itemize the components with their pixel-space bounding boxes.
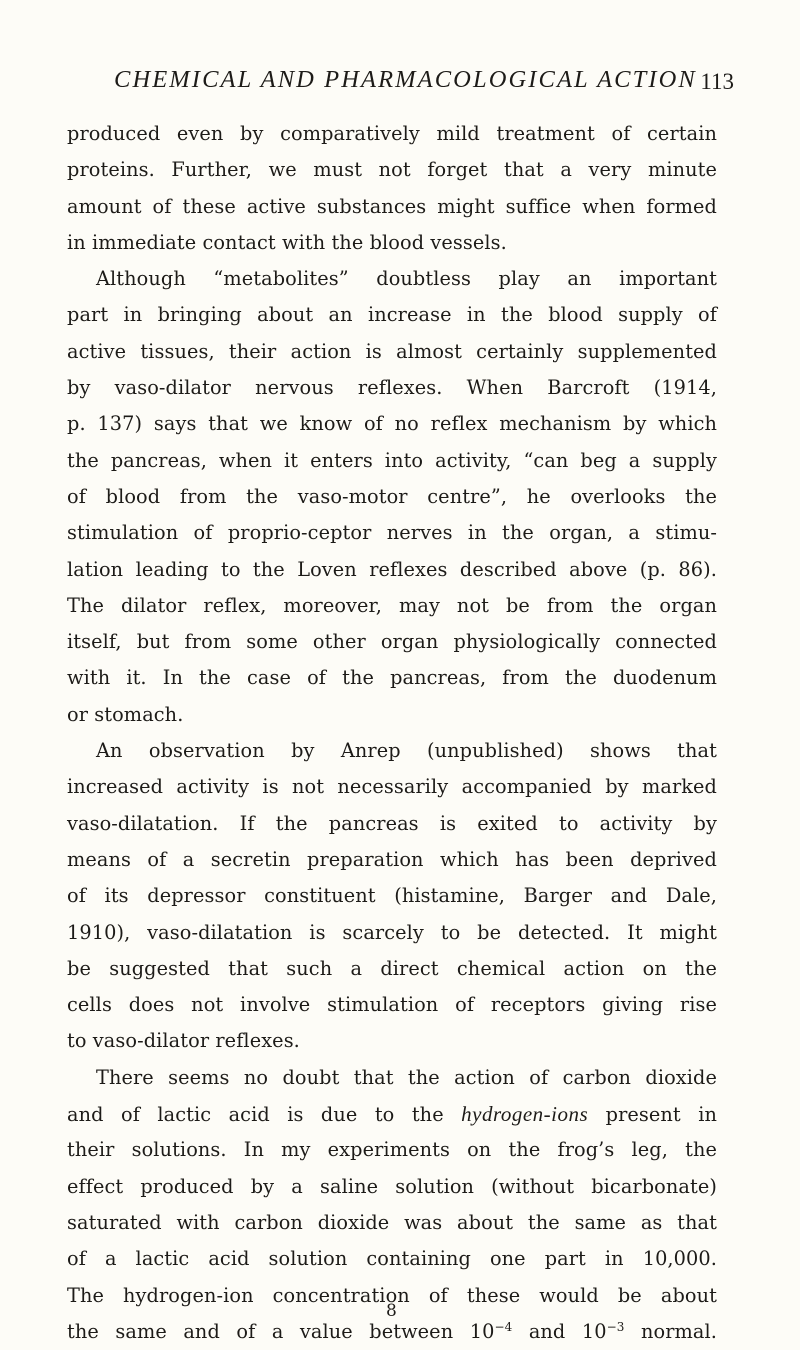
text-line: their solutions. In my experiments on the frog’s leg, the: [67, 1138, 717, 1162]
text-line: in immediate contact with the blood vessels.: [67, 230, 507, 254]
text-line: means of a secretin preparation which has been deprived: [67, 847, 717, 871]
text-line: cells does not involve stimulation of receptors giving rise: [67, 993, 717, 1017]
text-line: active tissues, their action is almost certainly supplemented: [67, 339, 717, 363]
text-line: amount of these active substances might suffice when formed: [67, 194, 717, 218]
text-line: lation leading to the Loven reflexes described above (p. 86).: [67, 557, 717, 581]
text-line: produced even by comparatively mild treatment of certain: [67, 122, 717, 145]
text-line: saturated with carbon dioxide was about the same as that: [67, 1210, 717, 1234]
text-line: proteins. Further, we must not forget that a very minute: [67, 158, 717, 182]
text-line: with it. In the case of the pancreas, from the duodenum: [67, 666, 717, 690]
text-line: 1910), vaso-dilatation is scarcely to be detected. It might: [67, 920, 717, 944]
text-line: itself, but from some other organ physiologically connected: [67, 630, 717, 654]
text-line: to vaso-dilator reflexes.: [67, 1029, 300, 1053]
italic-term: hydrogen-ions: [461, 1102, 589, 1127]
text-segment: the same and of a value between 10: [67, 1319, 495, 1343]
text-segment: and of lactic acid is due to the: [67, 1103, 462, 1127]
text-line: [67, 1096, 717, 1132]
signature-mark: 8: [386, 1301, 397, 1321]
text-line: There seems no doubt that the action of carbon dioxide: [96, 1065, 717, 1089]
text-line: The hydrogen-ion concentration of these would be about: [67, 1283, 717, 1307]
running-title: CHEMICAL AND PHARMACOLOGICAL ACTION: [114, 66, 697, 93]
exponent: −4: [494, 1319, 513, 1334]
text-line: increased activity is not necessarily accompanied by marked: [67, 775, 717, 799]
text-line: of its depressor constituent (histamine, Barger and Dale,: [67, 884, 717, 908]
page-number: 113: [700, 69, 734, 94]
text-line: The dilator reflex, moreover, may not be from the organ: [67, 593, 717, 617]
text-line: stimulation of proprio-ceptor nerves in the organ, a stimu-: [67, 521, 717, 545]
body-text: [67, 116, 717, 1350]
text-line: Although “metabolites” doubtless play an important: [96, 267, 717, 291]
text-line: vaso-dilatation. If the pancreas is exited to activity by: [67, 811, 717, 835]
text-line: or stomach.: [67, 702, 184, 726]
text-line: be suggested that such a direct chemical action on the: [67, 956, 717, 980]
text-segment: present in: [588, 1103, 717, 1127]
text-line: the pancreas, when it enters into activity, “can beg a supply: [67, 448, 717, 472]
exponent: −3: [606, 1319, 625, 1334]
text-line: effect produced by a saline solution (without bicarbonate): [67, 1174, 717, 1198]
text-line: An observation by Anrep (unpublished) shows that: [96, 739, 717, 763]
text-line: of a lactic acid solution containing one part in 10,000.: [67, 1247, 717, 1271]
text-line: p. 137) says that we know of no reflex mechanism by which: [67, 412, 717, 436]
text-line: of blood from the vaso-motor centre”, he overlooks the: [67, 484, 717, 508]
text-segment: normal.: [624, 1319, 718, 1343]
running-head: [114, 63, 734, 97]
text-segment: and 10: [512, 1319, 607, 1343]
text-line: by vaso-dilator nervous reflexes. When Barcroft (1914,: [67, 376, 717, 400]
text-line: part in bringing about an increase in the blood supply of: [67, 303, 717, 327]
